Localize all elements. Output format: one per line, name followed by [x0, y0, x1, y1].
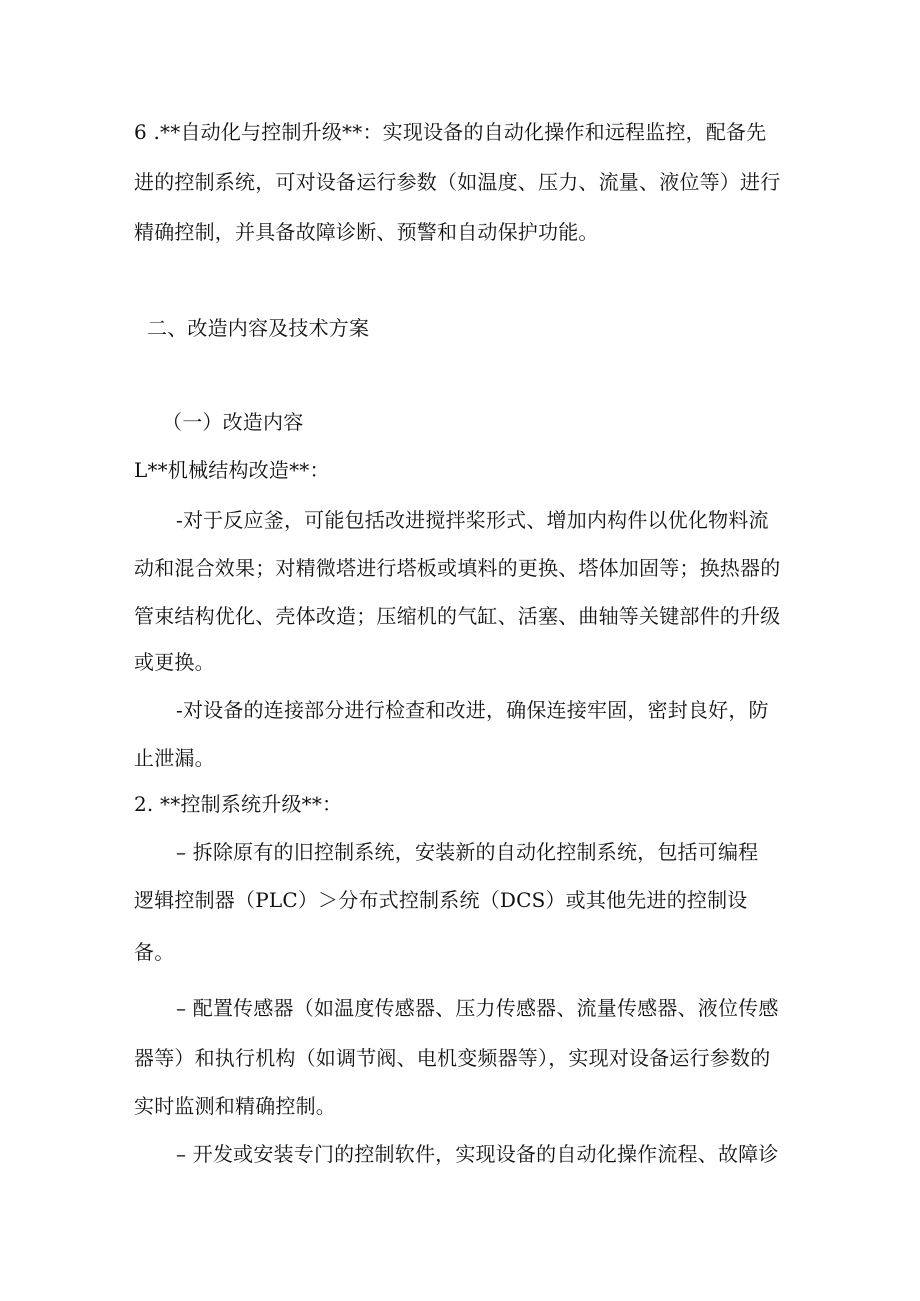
- item6-line-2: 进的控制系统，可对设备运行参数（如温度、压力、流量、液位等）进行: [134, 170, 781, 194]
- item2-bullet3-line-1: – 开发或安装专门的控制软件，实现设备的自动化操作流程、故障诊: [176, 1142, 779, 1166]
- item6-line-3: 精确控制，并具备故障诊断、预警和自动保护功能。: [134, 220, 599, 244]
- item2-title: 2. **控制系统升级**：: [134, 792, 343, 816]
- item1-bullet1-line-1: -对于反应釜，可能包括改进搅拌桨形式、增加内构件以优化物料流: [176, 508, 769, 532]
- section-heading: 二、改造内容及技术方案: [147, 316, 370, 340]
- item1-bullet1-line-2: 动和混合效果；对精微塔进行塔板或填料的更换、塔体加固等；换热器的: [134, 556, 781, 580]
- item2-bullet1-line-3: 备。: [134, 940, 175, 964]
- item2-bullet1-line-2: 逻辑控制器（PLC）＞分布式控制系统（DCS）或其他先进的控制设: [134, 888, 748, 912]
- item1-bullet2-line-2: 止泄漏。: [134, 746, 215, 770]
- item1-bullet2-line-1: -对设备的连接部分进行检查和改进，确保连接牢固，密封良好，防: [176, 698, 769, 722]
- item2-bullet2-line-2: 器等）和执行机构（如调节阀、电机变频器等），实现对设备运行参数的: [134, 1046, 771, 1070]
- item1-bullet1-line-3: 管束结构优化、壳体改造；压缩机的气缸、活塞、曲轴等关键部件的升级: [134, 604, 781, 628]
- item2-bullet2-line-3: 实时监测和精确控制。: [134, 1094, 336, 1118]
- item2-bullet2-line-1: – 配置传感器（如温度传感器、压力传感器、流量传感器、液位传感: [176, 996, 779, 1020]
- item6-line-1: 6 .**自动化与控制升级**：实现设备的自动化操作和远程监控，配备先: [134, 120, 767, 144]
- item1-title: L**机械结构改造**：: [134, 458, 330, 482]
- item1-bullet1-line-4: 或更换。: [134, 650, 215, 674]
- item2-bullet1-line-1: – 拆除原有的旧控制系统，安装新的自动化控制系统，包括可编程: [176, 840, 759, 864]
- subsection-heading: （一）改造内容: [162, 410, 304, 434]
